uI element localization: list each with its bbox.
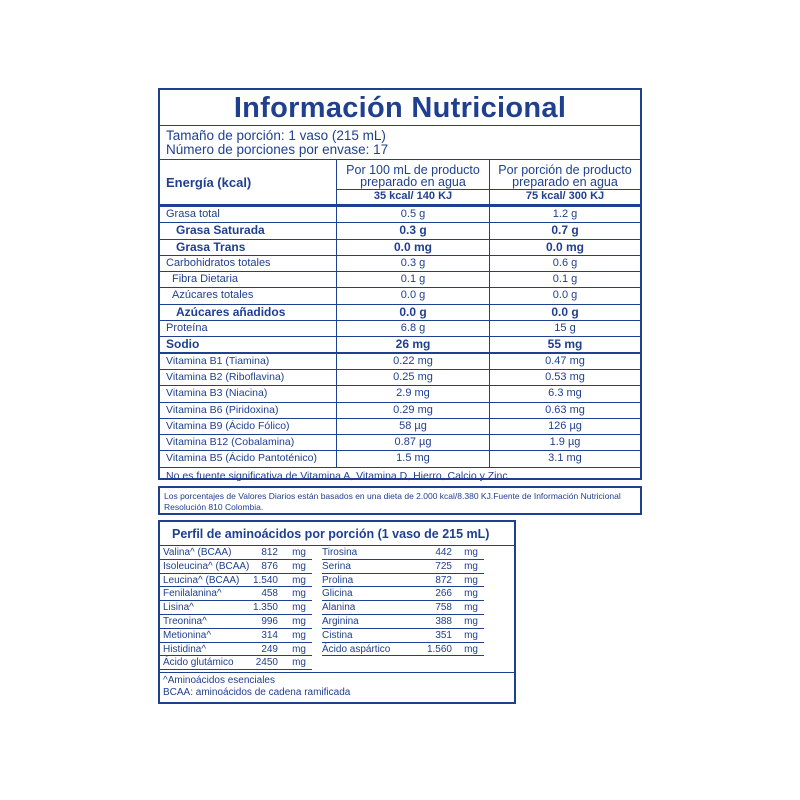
nutrient-row: [160, 288, 640, 304]
amino-row: [160, 560, 514, 574]
amino-unit: mg: [278, 574, 312, 588]
nutrient-per100: 0.5 g: [336, 207, 489, 222]
amino-value: 266: [417, 587, 452, 601]
nutrient-per100: 58 µg: [336, 419, 489, 434]
nutrient-perserving: 0.7 g: [489, 223, 640, 238]
nutrient-per100: 0.1 g: [336, 272, 489, 287]
vitamin-row: [160, 370, 640, 386]
nutrient-perserving: 1.9 µg: [489, 435, 640, 450]
amino-name: Fenilalanina^: [160, 587, 242, 601]
nutrient-perserving: 3.1 mg: [489, 451, 640, 466]
nutrient-name: Proteína: [166, 322, 208, 335]
amino-unit: mg: [278, 546, 312, 560]
vitamin-row: [160, 386, 640, 402]
amino-unit: mg: [452, 601, 484, 615]
amino-name: Serina: [322, 560, 417, 574]
amino-value: 872: [417, 574, 452, 588]
col-perserving: [489, 160, 640, 204]
nutrient-row: [160, 305, 640, 321]
nutrient-perserving: 0.63 mg: [489, 403, 640, 418]
nutrient-name: Vitamina B9 (Ácido Fólico): [166, 419, 290, 432]
nutrient-perserving: 0.47 mg: [489, 354, 640, 369]
amino-legend: [160, 672, 514, 701]
vitamin-row: [160, 419, 640, 435]
amino-unit: mg: [278, 587, 312, 601]
legend-bcaa: BCAA: aminoácidos de cadena ramificada: [163, 687, 351, 699]
amino-value: 812: [242, 546, 278, 560]
amino-value: 725: [417, 560, 452, 574]
nutrient-per100: 6.8 g: [336, 321, 489, 336]
amino-unit: mg: [278, 656, 312, 670]
nutrient-name: Grasa Saturada: [176, 223, 265, 238]
nutrient-per100: 0.3 g: [336, 223, 489, 238]
amino-unit: mg: [452, 546, 484, 560]
nutrient-row: [160, 272, 640, 288]
amino-row: [160, 615, 514, 629]
amino-value: 1.560: [417, 643, 452, 657]
nutrient-per100: 0.0 g: [336, 288, 489, 303]
nutrient-perserving: 1.2 g: [489, 207, 640, 222]
amino-value: 758: [417, 601, 452, 615]
amino-value: 876: [242, 560, 278, 574]
col-per100-header: Por 100 mL de producto preparado en agua: [337, 160, 489, 190]
nutrient-name: Azúcares totales: [172, 289, 254, 302]
amino-value: 1.350: [242, 601, 278, 615]
col-per100-energy: 35 kcal/ 140 KJ: [373, 190, 453, 202]
amino-row: [160, 546, 514, 560]
amino-name: Treonina^: [160, 615, 242, 629]
nutrient-perserving: 0.53 mg: [489, 370, 640, 385]
nutrient-name: Vitamina B12 (Cobalamina): [166, 436, 295, 449]
nutrient-name: Vitamina B1 (Tiamina): [166, 354, 270, 367]
not-significant-note: No es fuente significativa de Vitamina A, Vitamina D, Hierro, Calcio y Zinc.: [166, 469, 511, 482]
nutrient-per100: 0.0 g: [336, 305, 489, 320]
nutrient-name: Carbohidratos totales: [166, 256, 271, 269]
nutrient-name: Grasa Trans: [176, 239, 246, 254]
amino-title: Perfil de aminoácidos por porción (1 vaso de 215 mL): [160, 522, 514, 546]
nutrient-name: Grasa total: [166, 208, 220, 220]
amino-value: 2450: [242, 656, 278, 670]
nutrient-perserving: 0.1 g: [489, 272, 640, 287]
panel-title: Información Nutricional: [160, 90, 640, 126]
amino-unit: mg: [278, 615, 312, 629]
amino-row: [160, 629, 514, 643]
nutrient-per100: 0.22 mg: [336, 354, 489, 369]
amino-row: [160, 643, 514, 657]
amino-unit: mg: [452, 629, 484, 643]
energy-label: Energía (kcal): [166, 174, 252, 190]
nutrient-perserving: 126 µg: [489, 419, 640, 434]
amino-name: Ácido aspártico: [322, 643, 417, 657]
nutrient-row: [160, 207, 640, 223]
amino-row: [160, 601, 514, 615]
nutrition-facts-panel: [158, 88, 642, 480]
nutrient-row: [160, 240, 640, 256]
serving-info: [160, 126, 640, 160]
amino-name: Lisina^: [160, 601, 242, 615]
nutrient-per100: 2.9 mg: [336, 386, 489, 401]
amino-value: 442: [417, 546, 452, 560]
nutrient-perserving: 0.6 g: [489, 256, 640, 271]
amino-value: 249: [242, 643, 278, 657]
daily-values-footnote: Los porcentajes de Valores Diarios están basados en una dieta de 2.000 kcal/8.380 KJ.Fuente de Información Nutricional Resolución 810 Colombia.: [158, 486, 642, 515]
nutrient-name: Vitamina B5 (Ácido Pantoténico): [166, 452, 317, 465]
amino-name: Histidina^: [160, 643, 242, 657]
amino-row: [160, 574, 514, 588]
amino-name: Arginina: [322, 615, 417, 629]
legend-essential: ^Aminoácidos esenciales: [163, 675, 275, 687]
nutrient-per100: 0.25 mg: [336, 370, 489, 385]
nutrient-perserving: 55 mg: [489, 337, 640, 351]
amino-value: 996: [242, 615, 278, 629]
col-perserving-header: Por porción de producto preparado en agua: [490, 160, 640, 190]
amino-name: Prolina: [322, 574, 417, 588]
amino-unit: mg: [452, 643, 484, 657]
nutrient-perserving: 0.0 g: [489, 288, 640, 303]
amino-unit: mg: [278, 560, 312, 574]
amino-row: [160, 587, 514, 601]
amino-name: Metionina^: [160, 629, 242, 643]
nutrient-per100: 0.29 mg: [336, 403, 489, 418]
nutrient-per100: 0.87 µg: [336, 435, 489, 450]
amino-unit: mg: [452, 560, 484, 574]
amino-value: 351: [417, 629, 452, 643]
amino-value: 388: [417, 615, 452, 629]
nutrient-per100: 26 mg: [336, 337, 489, 351]
amino-unit: mg: [452, 587, 484, 601]
nutrient-per100: 0.0 mg: [336, 240, 489, 255]
amino-name: Cistina: [322, 629, 417, 643]
vitamin-row: [160, 354, 640, 370]
amino-name: Alanina: [322, 601, 417, 615]
nutrient-perserving: 0.0 g: [489, 305, 640, 320]
amino-name: Valina^ (BCAA): [160, 546, 242, 560]
serving-size: Tamaño de porción: 1 vaso (215 mL): [166, 128, 386, 143]
column-header: [160, 160, 640, 207]
amino-acid-profile: [158, 520, 516, 704]
nutrient-name: Vitamina B3 (Niacina): [166, 387, 268, 400]
amino-name: Leucina^ (BCAA): [160, 574, 242, 588]
nutrient-name: Vitamina B6 (Piridoxina): [166, 403, 279, 416]
nutrient-row: [160, 256, 640, 272]
amino-unit: mg: [452, 574, 484, 588]
servings-per-container: Número de porciones por envase: 17: [166, 142, 389, 157]
amino-name: Ácido glutámico: [160, 656, 242, 670]
amino-value: 458: [242, 587, 278, 601]
amino-name: Isoleucina^ (BCAA): [160, 560, 242, 574]
nutrient-per100: 0.3 g: [336, 256, 489, 271]
amino-unit: mg: [278, 643, 312, 657]
amino-rows: [160, 546, 514, 670]
nutrient-row: [160, 321, 640, 337]
nutrient-perserving: 0.0 mg: [489, 240, 640, 255]
nutrient-perserving: 15 g: [489, 321, 640, 336]
col-perserving-energy: 75 kcal/ 300 KJ: [525, 190, 605, 202]
nutrient-name: Fibra Dietaria: [172, 273, 239, 286]
amino-value: 314: [242, 629, 278, 643]
amino-unit: mg: [278, 601, 312, 615]
nutrient-name: Azúcares añadidos: [176, 304, 286, 319]
vitamin-row: [160, 435, 640, 451]
col-per100: [336, 160, 489, 204]
vitamin-row: [160, 451, 640, 467]
amino-row: [160, 656, 514, 670]
amino-name: Tirosina: [322, 546, 417, 560]
nutrient-per100: 1.5 mg: [336, 451, 489, 466]
nutrient-perserving: 6.3 mg: [489, 386, 640, 401]
amino-name: Glicina: [322, 587, 417, 601]
nutrient-name: Sodio: [166, 337, 200, 352]
nutrient-row: [160, 337, 640, 353]
nutrient-row: [160, 223, 640, 239]
amino-unit: mg: [452, 615, 484, 629]
nutrient-name: Vitamina B2 (Riboflavina): [166, 370, 285, 383]
amino-value: 1.540: [242, 574, 278, 588]
amino-unit: mg: [278, 629, 312, 643]
vitamin-row: [160, 403, 640, 419]
